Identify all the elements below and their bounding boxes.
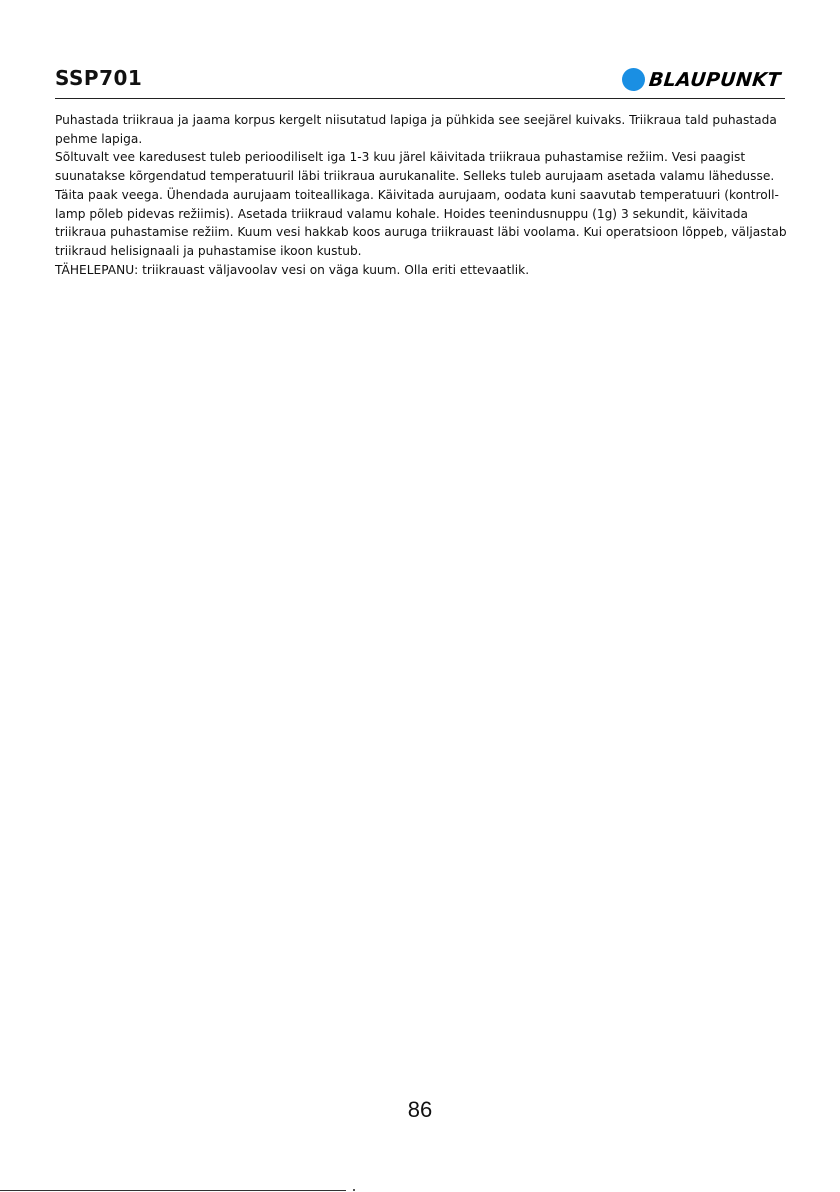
brand-dot-icon [622,68,645,91]
footer-mark [353,1189,355,1191]
page-header [55,64,785,99]
footer-divider [0,1190,346,1191]
paragraph-cleaning: Puhastada triikraua ja jaama korpus kergelt niisutatud lapiga ja pühkida see seejärel kuivaks. Triikraua tald puhastada pehme lapiga. [55,113,777,146]
paragraph-warning: TÄHELEPANU: triikrauast väljavoolav vesi on väga kuum. Olla eriti ettevaatlik. [55,262,530,277]
paragraph-descaling: Sõltuvalt vee karedusest tuleb perioodiliselt iga 1-3 kuu järel käivitada triikraua puhastamise režiim. Vesi paagist suunatakse kõrgendatud temperatuuril läbi triikraua aurukanalite. Selleks tuleb aurujaam asetada valamu lähedusse. Täita paak veega. Ühendada aurujaam toiteallikaga. Käivitada aurujaam, oodata kuni saavutab temperatuuri (kontroll-lamp põleb pidevas režiimis). Asetada triikraud valamu kohale. Hoides teenindusnuppu (1g) 3 sekundit, käivitada triikraua puhastamise režiim. Kuum vesi hakkab koos auruga triikrauast läbi voolama. Kui operatsioon lõppeb, väljastab triikraud helisignaali ja puhastamise ikoon kustub. [55,150,787,258]
brand-logo [622,68,781,91]
model-title: SSP701 [55,66,143,90]
brand-name: BLAUPUNKT [648,68,783,91]
page-number: 86 [407,1097,433,1122]
body-text [55,111,790,279]
